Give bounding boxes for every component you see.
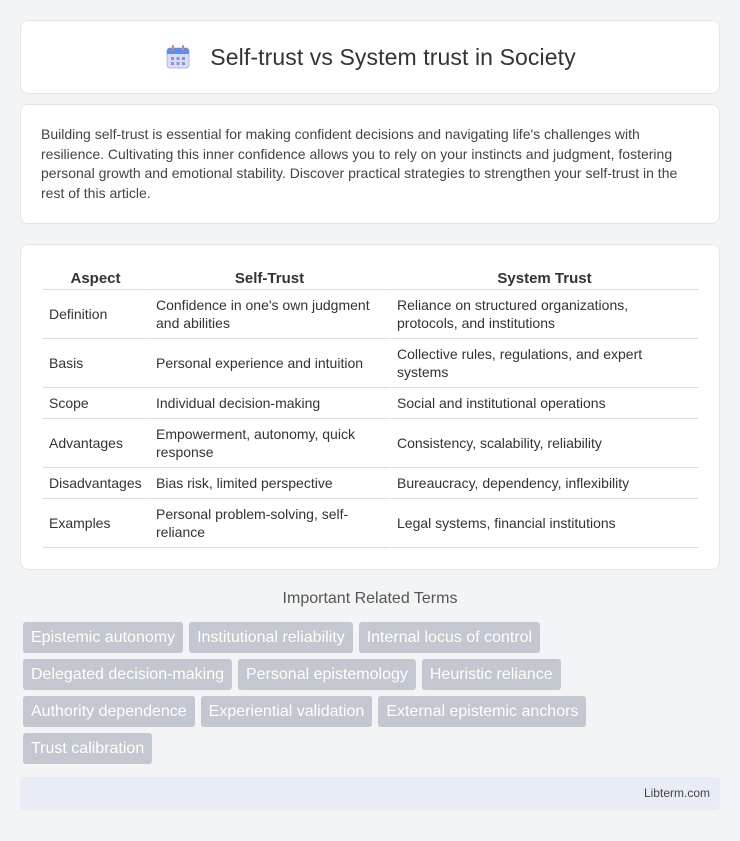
table-cell: Personal experience and intuition bbox=[150, 339, 391, 388]
tag-institutional-reliability[interactable]: Institutional reliability bbox=[189, 622, 353, 653]
table-cell: Definition bbox=[43, 290, 150, 339]
table-cell: Disadvantages bbox=[43, 468, 150, 499]
table-cell: Examples bbox=[43, 499, 150, 548]
footer-site-link[interactable]: Libterm.com bbox=[643, 786, 710, 800]
table-cell: Individual decision-making bbox=[150, 388, 391, 419]
table-cell: Confidence in one's own judgment and abilities bbox=[150, 290, 391, 339]
tag-epistemic-autonomy[interactable]: Epistemic autonomy bbox=[23, 622, 183, 653]
tag-trust-calibration[interactable]: Trust calibration bbox=[23, 733, 152, 764]
column-header-system-trust: System Trust bbox=[391, 265, 698, 290]
table-cell: Legal systems, financial institutions bbox=[391, 499, 698, 548]
tag-authority-dependence[interactable]: Authority dependence bbox=[23, 696, 195, 727]
table-cell: Scope bbox=[43, 388, 150, 419]
table-cell: Empowerment, autonomy, quick response bbox=[150, 419, 391, 468]
table-row bbox=[43, 499, 698, 548]
table-cell: Collective rules, regulations, and expert systems bbox=[391, 339, 698, 388]
table-cell: Personal problem-solving, self-reliance bbox=[150, 499, 391, 548]
table-row bbox=[43, 339, 698, 388]
tag-delegated-decision-making[interactable]: Delegated decision-making bbox=[23, 659, 232, 690]
column-header-aspect: Aspect bbox=[43, 265, 150, 290]
table-row bbox=[43, 388, 698, 419]
title-card bbox=[20, 20, 720, 94]
related-terms-section bbox=[20, 590, 720, 608]
footer bbox=[20, 777, 720, 810]
table-cell: Social and institutional operations bbox=[391, 388, 698, 419]
tag-external-epistemic-anchors[interactable]: External epistemic anchors bbox=[378, 696, 586, 727]
tag-internal-locus-of-control[interactable]: Internal locus of control bbox=[359, 622, 540, 653]
table-row bbox=[43, 419, 698, 468]
table-cell: Reliance on structured organizations, protocols, and institutions bbox=[391, 290, 698, 339]
intro-text: Building self-trust is essential for making confident decisions and navigating life's challenges with resilience. Cultivating this inner confidence allows you to rely on your instincts and judgment, fostering personal growth and emotional stability. Discover practical strategies to strengthen your self-trust in the rest of this article. bbox=[41, 126, 678, 201]
comparison-table bbox=[43, 265, 698, 548]
calendar-icon bbox=[164, 43, 192, 71]
table-cell: Advantages bbox=[43, 419, 150, 468]
related-terms-heading: Important Related Terms bbox=[282, 590, 458, 607]
table-row bbox=[43, 290, 698, 339]
related-terms-tags bbox=[23, 622, 603, 770]
comparison-card bbox=[20, 244, 720, 570]
tag-personal-epistemology[interactable]: Personal epistemology bbox=[238, 659, 416, 690]
table-cell: Basis bbox=[43, 339, 150, 388]
column-header-self-trust: Self-Trust bbox=[150, 265, 391, 290]
table-row bbox=[43, 468, 698, 499]
table-cell: Consistency, scalability, reliability bbox=[391, 419, 698, 468]
tag-experiential-validation[interactable]: Experiential validation bbox=[201, 696, 373, 727]
table-cell: Bias risk, limited perspective bbox=[150, 468, 391, 499]
table-header-row bbox=[43, 265, 698, 290]
page-title: Self-trust vs System trust in Society bbox=[210, 43, 576, 70]
intro-card bbox=[20, 104, 720, 224]
table-cell: Bureaucracy, dependency, inflexibility bbox=[391, 468, 698, 499]
tag-heuristic-reliance[interactable]: Heuristic reliance bbox=[422, 659, 561, 690]
